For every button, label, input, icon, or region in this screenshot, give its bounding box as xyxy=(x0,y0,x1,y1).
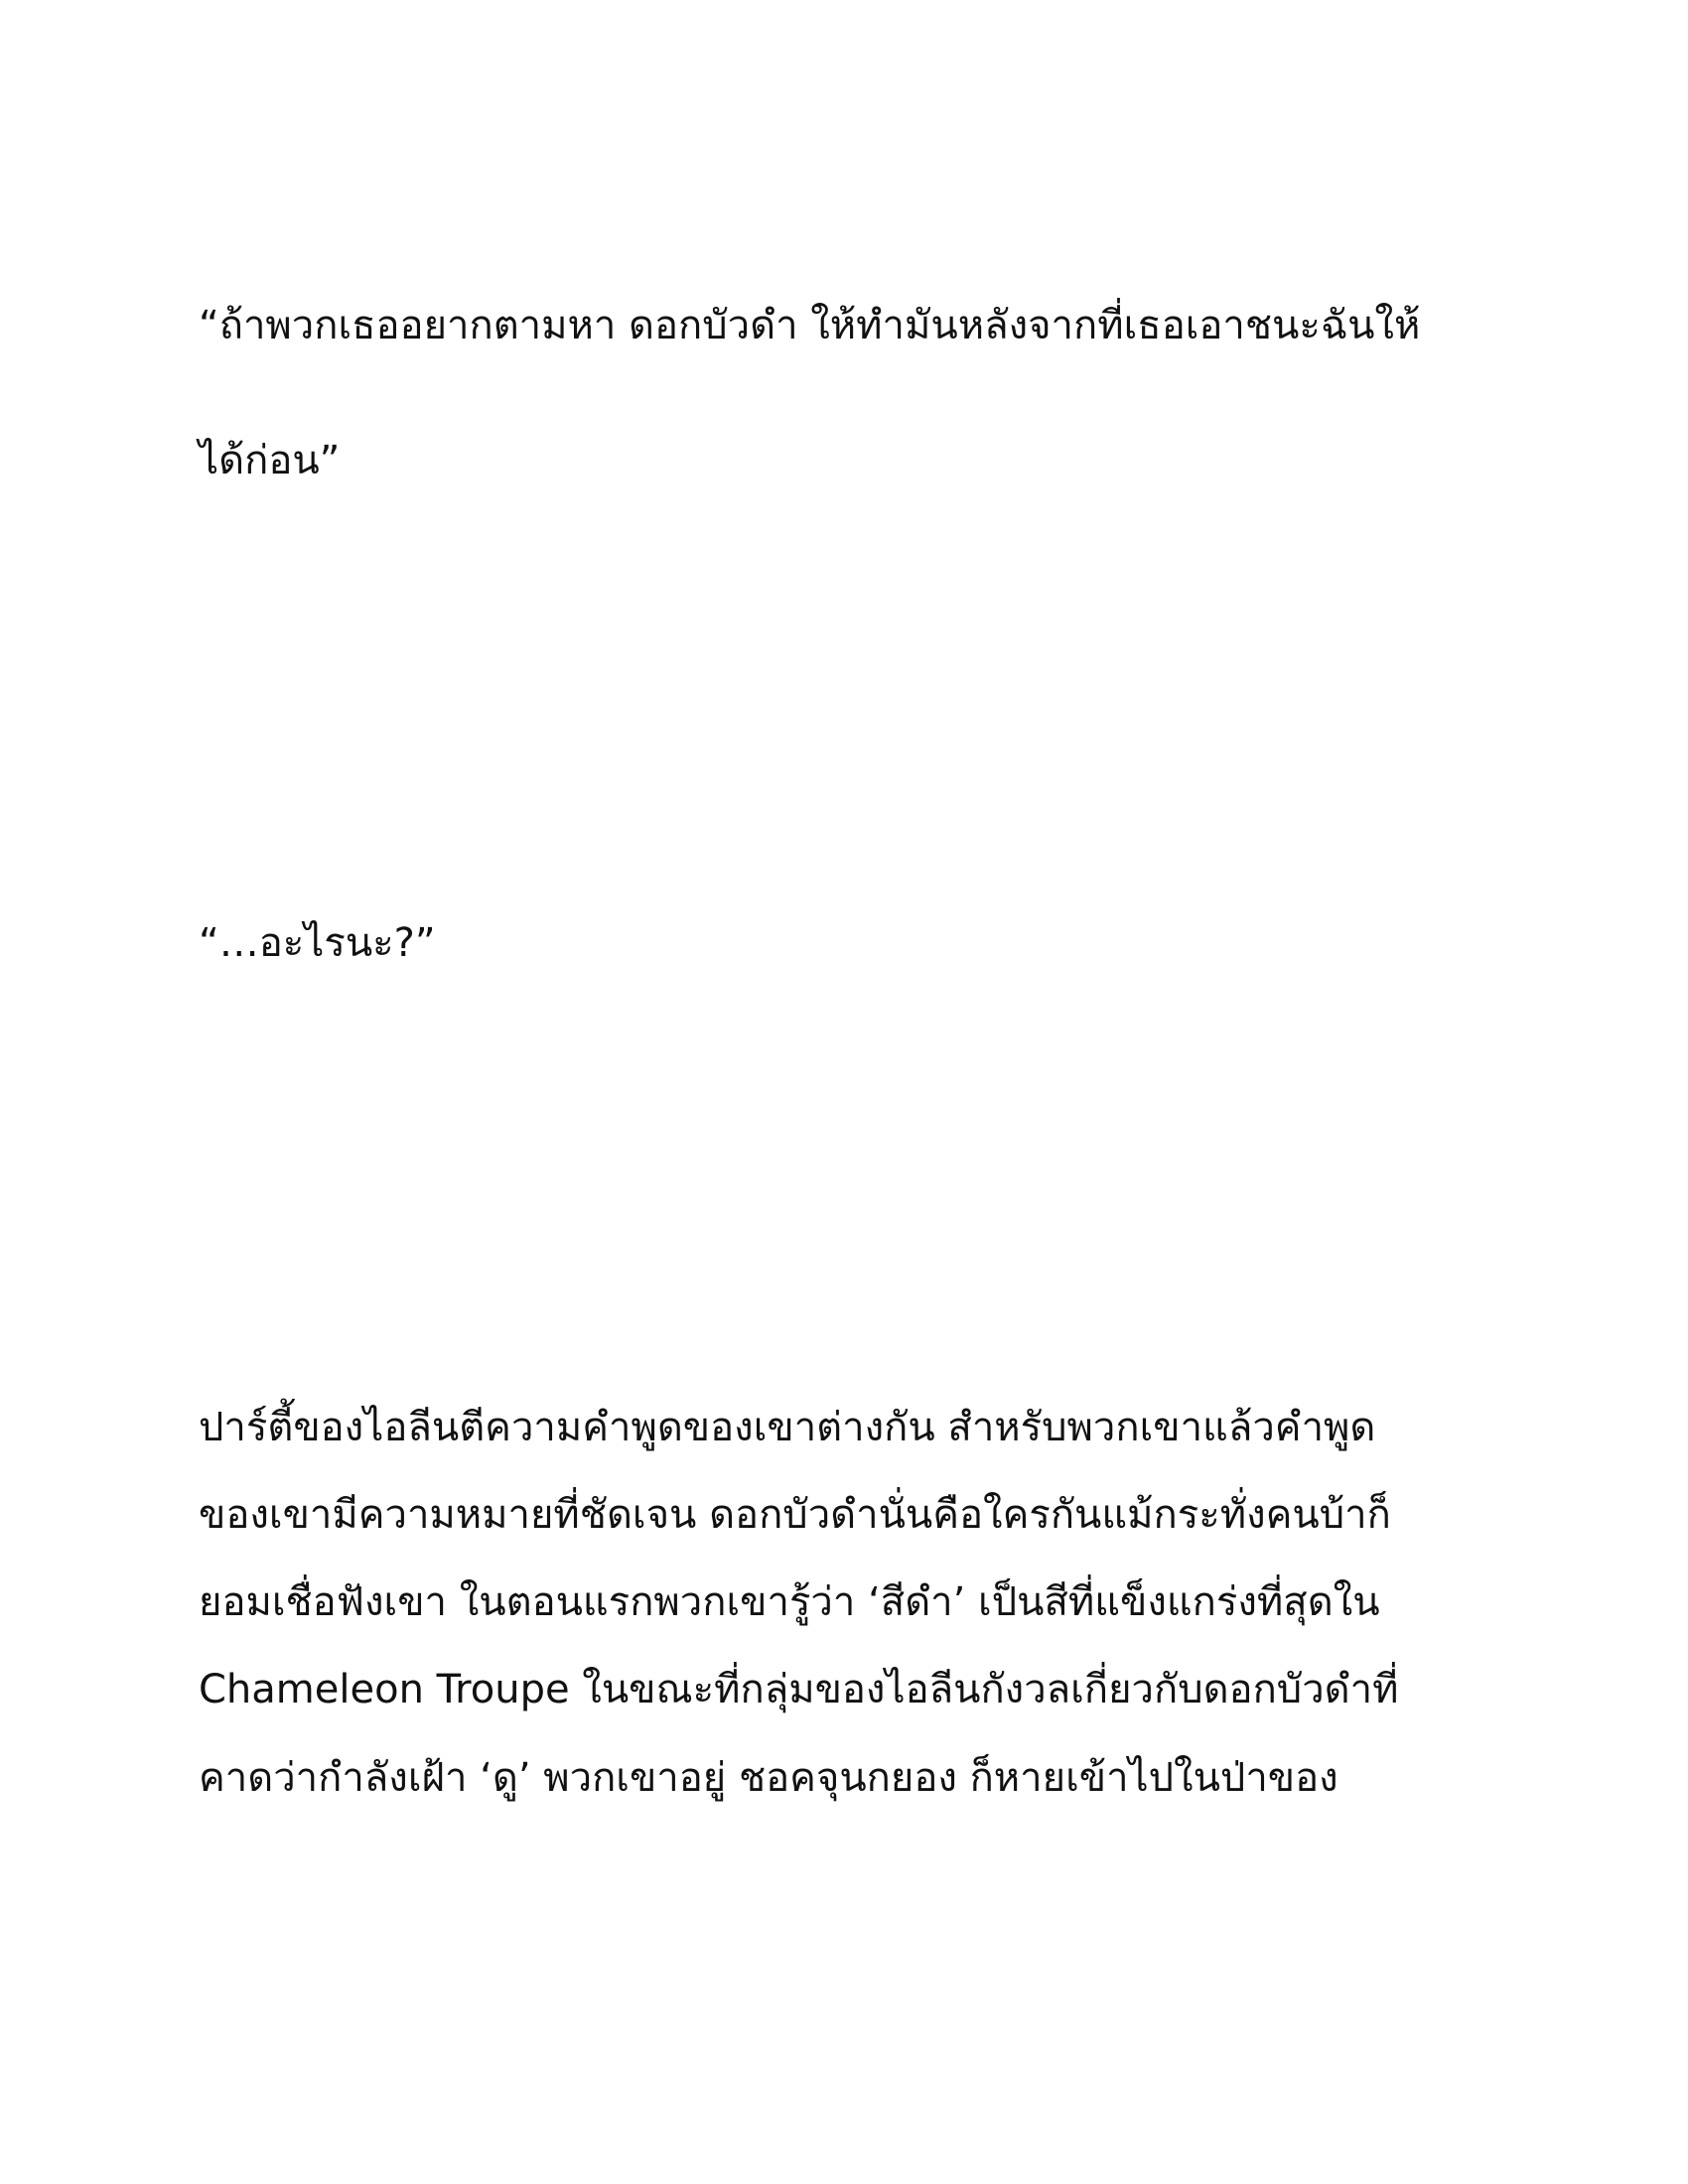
text-line: ของเขามีความหมายที่ชัดเจน ดอกบัวดำนั่นคือใครกันแม้กระทั่งคนบ้าก็ xyxy=(199,1492,1391,1538)
text-line: ได้ก่อน” xyxy=(199,438,341,483)
text-line: “ถ้าพวกเธออยากตามหา ดอกบัวดำ ให้ทำมันหลังจากที่เธอเอาชนะฉันให้ xyxy=(199,303,1421,348)
text-line: “…อะไรนะ?” xyxy=(199,920,436,966)
text-line: คาดว่ากำลังเฝ้า ‘ดู’ พวกเขาอยู่ ชอคจุนกยอง ก็หายเข้าไปในป่าของ xyxy=(199,1755,1338,1801)
text-line: Chameleon Troupe ในขณะที่กลุ่มของไอลีนกังวลเกี่ยวกับดอกบัวดำที่ xyxy=(199,1667,1399,1712)
text-line: ยอมเชื่อฟังเขา ในตอนแรกพวกเขารู้ว่า ‘สีดำ’ เป็นสีที่แข็งแกร่งที่สุดใน xyxy=(199,1579,1380,1625)
text-line: ปาร์ตี้ของไอลีนตีความคำพูดของเขาต่างกัน สำหรับพวกเขาแล้วคำพูด xyxy=(199,1405,1376,1450)
